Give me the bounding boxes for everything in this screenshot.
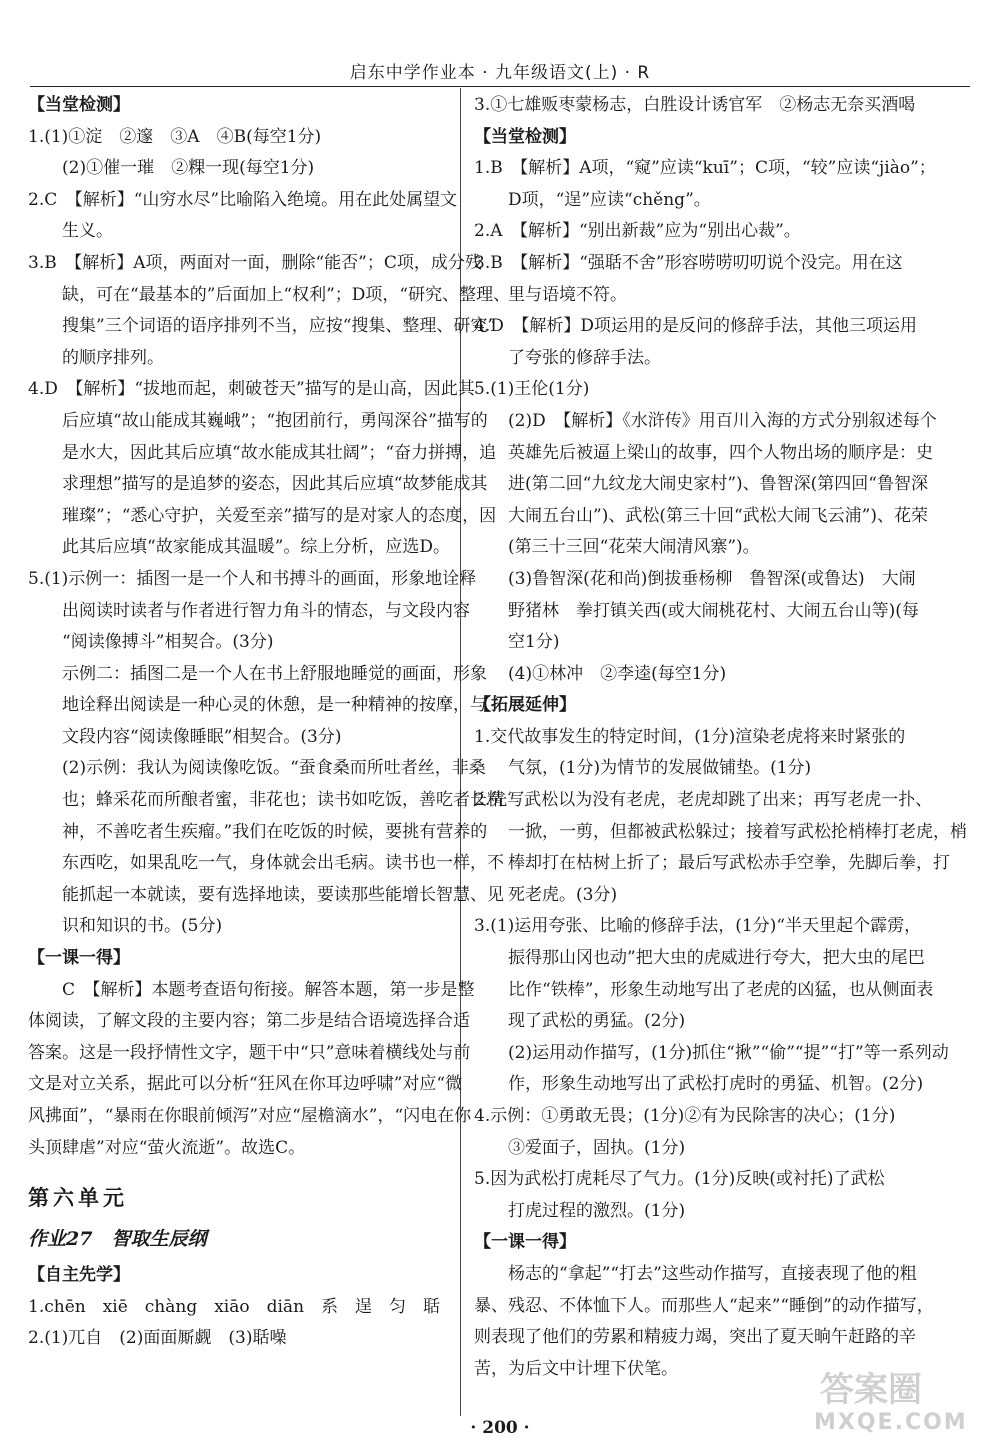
text-line: 振得那山冈也动”把大虫的虎威进行夸大，把大虫的尾巴 [508,948,925,969]
text-line: 2.A 【解析】“别出新裁”应为“别出心裁”。 [474,221,801,242]
section-heading: 【一课一得】 [28,948,130,969]
text-line: 东西吃，如果乱吃一气，身体就会出毛病。读书也一样，不 [62,853,504,874]
text-line: 2.C 【解析】“山穷水尽”比喻陷入绝境。用在此处属望文 [28,189,458,210]
text-line: 4.D 【解析】“拔地而起，刺破苍天”描写的是山高，因此其 [28,379,475,400]
unit-title: 第六单元 [28,1186,128,1211]
text-line: (2)D 【解析】《水浒传》用百川入海的方式分别叙述每个 [508,410,937,431]
text-line: 后应填“故山能成其巍峨”；“抱团前行，勇闯深谷”描写的 [62,410,488,431]
text-line: 求理想”描写的是追梦的姿态，因此其后应填“故梦能成其 [62,474,488,495]
right-column [474,90,967,1385]
text-line: 示例二：插图二是一个人在书上舒服地睡觉的画面，形象 [62,663,487,684]
text-line: 死老虎。(3分) [508,884,618,905]
text-line: 1.chēn xiē chàng xiāo diān 系 逞 匀 聒 [28,1296,441,1317]
watermark-text: 答案圈 [820,1370,922,1410]
text-line: (2)示例：我认为阅读像吃饭。“蚕食桑而所吐者丝，非桑 [62,758,486,779]
text-line: 璀璨”；“悉心守护，关爱至亲”描写的是对家人的态度，因 [62,505,497,526]
watermark-logo [800,1360,990,1440]
text-line: (2)运用动作描写，(1分)抓住“揪”“偷”“提”“打”等一系列动 [508,1042,949,1063]
text-line: 作，形象生动地写出了武松打虎时的勇猛、机智。(2分) [508,1074,924,1095]
section-heading: 【拓展延伸】 [474,695,576,716]
text-line: D项，“逞”应读“chěng”。 [508,189,711,210]
text-line: 5.(1)王伦(1分) [474,379,590,400]
text-line: 风拂面”，“暴雨在你眼前倾泻”对应“屋檐滴水”，“闪电在你 [28,1106,472,1126]
text-line: 1.B 【解析】A项，“窥”应读“kuī”；C项，“较”应读“jiào”； [474,158,936,179]
text-line: 杨志的“拿起”“打去”这些动作描写，直接表现了他的粗 [508,1263,917,1284]
text-line: 野猪林 拳打镇关西(或大闹桃花村、大闹五台山等)(每 [508,600,919,621]
text-line: 是水大，因此其后应填“故水能成其壮阔”；“奋力拼搏，追 [62,442,497,463]
text-line: 打虎过程的激烈。(1分) [508,1200,686,1221]
text-line: 3.B 【解析】“强聒不舍”形容唠唠叨叨说个没完。用在这 [474,252,903,273]
text-line: ③爱面子，固执。(1分) [508,1137,686,1158]
page-header: 启东中学作业本 · 九年级语文(上) · R [349,63,651,83]
text-line: 搜集”三个词语的语序排列不当，应按“搜集、整理、研究” [62,316,497,337]
text-line: 头顶肆虐”对应“萤火流逝”。故选C。 [28,1137,306,1158]
text-line: 神，不善吃者生疾瘤。”我们在吃饭的时候，要挑有营养的 [62,821,488,842]
text-line: 地诠释出阅读是一种心灵的休憩，是一种精神的按摩，与 [62,695,487,716]
text-line: 棒却打在枯树上折了；最后写武松赤手空拳，先脚后拳，打 [508,853,950,874]
text-line: 则表现了他们的劳累和精疲力竭，突出了夏天晌午赶路的辛 [474,1327,916,1348]
watermark-url: MXQE.COM [814,1410,968,1435]
text-line: 苦，为后文中计埋下伏笔。 [474,1358,678,1379]
text-line: 5.因为武松打虎耗尽了气力。(1分)反映(或衬托)了武松 [474,1169,885,1190]
text-line: 5.(1)示例一：插图一是一个人和书搏斗的画面，形象地诠释 [28,568,477,589]
text-line: 答案。这是一段抒情性文字，题干中“只”意味着横线处与前 [28,1042,471,1063]
section-heading: 【当堂检测】 [28,95,130,115]
page-number: · 200 · [470,1418,530,1438]
text-line: 3.B 【解析】A项，两面对一面，删除“能否”；C项，成分残 [28,252,482,273]
text-line: 1.交代故事发生的特定时间，(1分)渲染老虎将来时紧张的 [474,726,906,747]
text-line: (2)①催一璀 ②粿一现(每空1分) [62,158,315,179]
text-line: 出阅读时读者与作者进行智力角斗的情态，与文段内容 [62,600,470,621]
text-line: 了夸张的修辞手法。 [508,347,661,368]
text-line: 3.(1)运用夸张、比喻的修辞手法，(1分)“半天里起个霹雳， [474,916,922,937]
text-line: “阅读像搏斗”相契合。(3分) [62,632,274,653]
text-line: 此其后应填“故家能成其温暖”。综上分析，应选D。 [62,537,451,558]
text-line: 一掀，一剪，但都被武松躲过；接着写武松抡梢棒打老虎，梢 [508,821,967,842]
text-line: 1.(1)①淀 ②邃 ③A ④B(每空1分) [28,126,322,147]
text-line: (3)鲁智深(花和尚)倒拔垂杨柳 鲁智深(或鲁达) 大闹 [508,568,916,589]
text-line: 里与语境不符。 [508,284,627,305]
section-heading: 【一课一得】 [474,1232,576,1253]
text-line: 比作“铁棒”，形象生动地写出了老虎的凶猛，也从侧面表 [508,979,934,1000]
section-heading: 【当堂检测】 [474,126,576,147]
text-line: C 【解析】本题考查语句衔接。解答本题，第一步是整 [62,979,475,1000]
text-line: 3.①七雄贩枣蒙杨志，白胜设计诱官军 ②杨志无奈买酒喝 [474,95,916,115]
text-line: 空1分) [508,632,560,653]
header-divider [30,86,970,87]
text-line: 的顺序排列。 [62,347,164,368]
text-line: (第三十三回“花荣大闹清风寨”)。 [508,537,760,558]
text-line: 进(第二回“九纹龙大闹史家村”)、鲁智深(第四回“鲁智深 [508,474,928,495]
text-line: 气氛，(1分)为情节的发展做铺垫。(1分) [508,758,812,779]
text-line: 英雄先后被逼上梁山的故事，四个人物出场的顺序是：史 [508,442,933,463]
text-line: 体阅读，了解文段的主要内容；第二步是结合语境选择合适 [28,1011,470,1032]
text-line: 识和知识的书。(5分) [62,916,223,937]
left-column [28,90,511,1355]
text-line: 大闹五台山”)、武松(第三十回“武松大闹飞云浦”)、花荣 [508,505,928,526]
text-line: 暴、残忍、不体恤下人。而那些人“起来”“睡倒”的动作描写， [474,1295,934,1316]
text-line: 2.(1)兀自 (2)面面厮觑 (3)聒噪 [28,1328,287,1349]
text-line: 2.先写武松以为没有老虎，老虎却跳了出来；再写老虎一扑、 [474,790,933,811]
text-line: 文是对立关系，据此可以分析“狂风在你耳边呼啸”对应“微 [28,1074,463,1095]
text-line: 缺，可在“最基本的”后面加上“权利”；D项，“研究、整理、 [62,284,511,305]
text-line: (4)①林冲 ②李逵(每空1分) [508,663,727,684]
text-line: 能抓起一本就读，要有选择地读，要读那些能增长智慧、见 [62,884,504,905]
text-line: 生义。 [62,221,113,242]
homework-title: 作业27 智取生辰纲 [28,1228,207,1251]
section-heading: 【自主先学】 [28,1265,130,1286]
text-line: 也；蜂采花而所酿者蜜，非花也；读书如吃饭，善吃者长精 [62,790,504,811]
text-line: 4.D 【解析】D项运用的是反问的修辞手法，其他三项运用 [474,316,917,337]
text-line: 文段内容“阅读像睡眠”相契合。(3分) [62,726,342,747]
text-line: 现了武松的勇猛。(2分) [508,1011,686,1032]
text-line: 4.示例：①勇敢无畏；(1分)②有为民除害的决心；(1分) [474,1106,896,1126]
